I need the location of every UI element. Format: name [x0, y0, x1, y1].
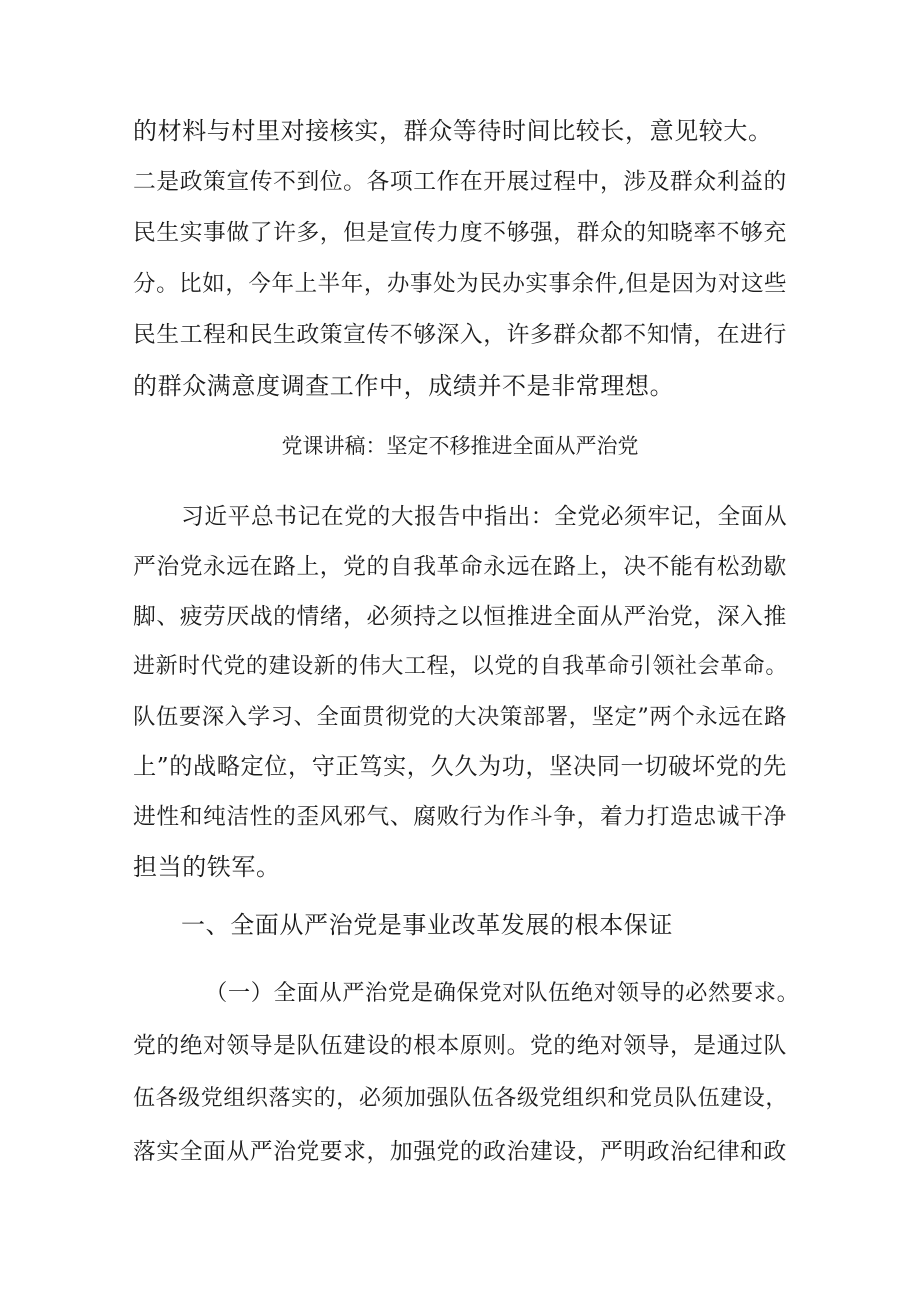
paragraph-line: 党的绝对领导是队伍建设的根本原则。党的绝对领导，是通过队	[133, 1033, 787, 1059]
doc-title: 党课讲稿：坚定不移推进全面从严治党	[281, 434, 639, 458]
paragraph-line: （一）全面从严治党是确保党对队伍绝对领导的必然要求。	[205, 980, 800, 1006]
paragraph-line: 民生工程和民生政策宣传不够深入，许多群众都不知情，在进行	[133, 322, 787, 348]
paragraph-line: 进性和纯洁性的歪风邪气、腐败行为作斗争，着力打造忠诚干净	[133, 804, 787, 830]
paragraph-line: 习近平总书记在党的大报告中指出：全党必须牢记，全面从	[181, 504, 788, 530]
paragraph-line: 的材料与村里对接核实，群众等待时间比较长，意见较大。	[133, 117, 773, 145]
paragraph-line: 上”的战略定位，守正笃实，久久为功，坚决同一切破坏党的先	[133, 754, 787, 780]
paragraph-line: 严治党永远在路上，党的自我革命永远在路上，决不能有松劲歇	[133, 554, 787, 580]
section-heading: 一、全面从严治党是事业改革发展的根本保证	[181, 911, 673, 939]
paragraph-line: 进新时代党的建设新的伟大工程，以党的自我革命引领社会革命。	[133, 654, 788, 679]
paragraph-line: 脚、疲劳厌战的情绪，必须持之以恒推进全面从严治党，深入推	[133, 604, 787, 630]
paragraph-line: 分。比如，今年上半年，办事处为民办实事余件,但是因为对这些	[133, 271, 788, 297]
paragraph-line: 落实全面从严治党要求，加强党的政治建设，严明政治纪律和政	[133, 1139, 787, 1165]
paragraph-line: 民生实事做了许多，但是宣传力度不够强，群众的知晓率不够充	[133, 220, 787, 246]
paragraph-line: 担当的铁军。	[133, 853, 281, 881]
paragraph-line: 伍各级党组织落实的，必须加强队伍各级党组织和党员队伍建设，	[133, 1086, 788, 1111]
paragraph-line: 队伍要深入学习、全面贯彻党的大决策部署，坚定”两个永远在路	[133, 704, 788, 730]
paragraph-line: 的群众满意度调查工作中，成绩并不是非常理想。	[133, 372, 675, 400]
paragraph-line: 二是政策宣传不到位。各项工作在开展过程中，涉及群众利益的	[133, 169, 787, 195]
